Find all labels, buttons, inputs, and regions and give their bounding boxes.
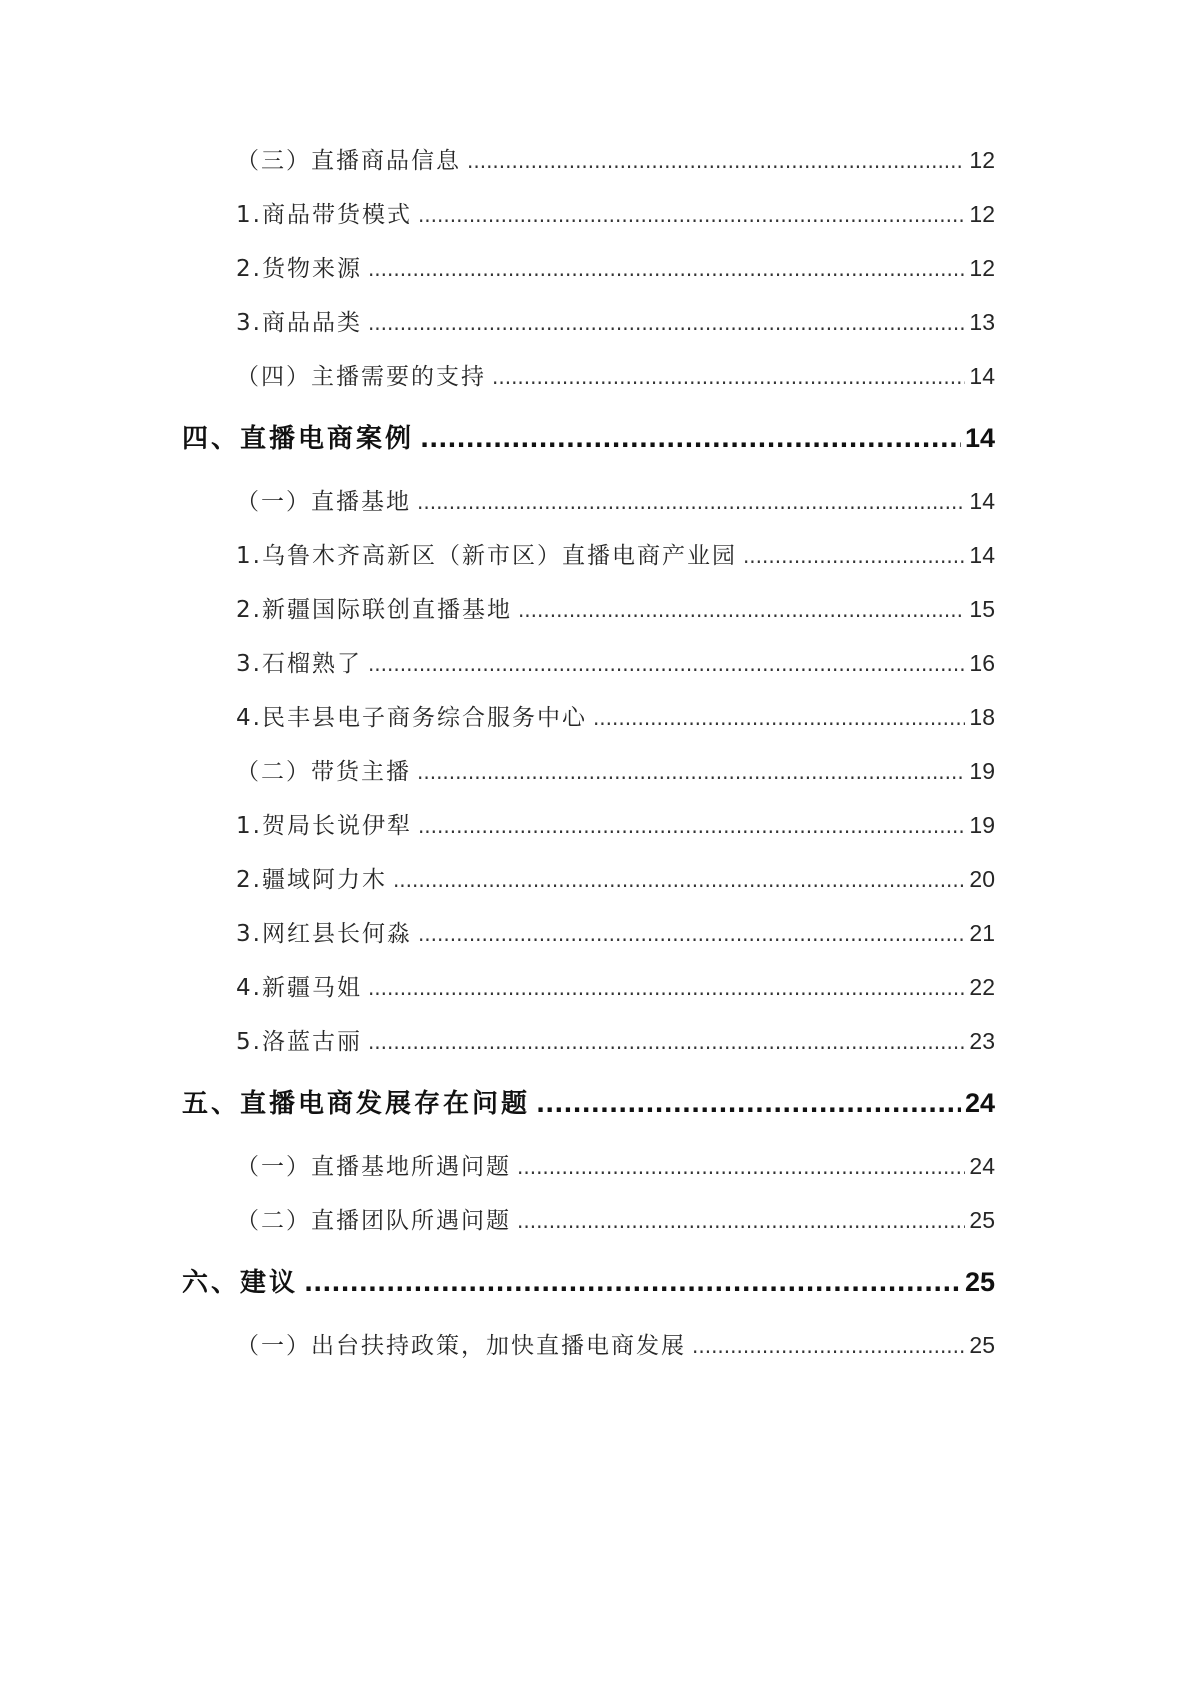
toc-chapter-label: 五、直播电商发展存在问题 <box>182 1089 531 1119</box>
toc-entry-page: 21 <box>969 920 995 946</box>
toc-chapter-label: 六、建议 <box>182 1268 299 1298</box>
dot-leader <box>393 862 965 898</box>
dot-leader <box>304 1265 961 1301</box>
toc-entry-label: （四）主播需要的支持 <box>236 364 486 390</box>
toc-entry-page: 19 <box>969 812 995 838</box>
toc-entry[interactable] <box>236 1202 995 1238</box>
toc-entry[interactable] <box>236 196 995 232</box>
toc-entry-label: （二）带货主播 <box>236 759 411 785</box>
dot-leader <box>517 1149 965 1185</box>
toc-entry[interactable] <box>236 861 995 897</box>
toc-entry-label: 3.石榴熟了 <box>236 651 362 677</box>
toc-entry[interactable] <box>236 645 995 681</box>
toc-entry[interactable] <box>236 1148 995 1184</box>
toc-entry[interactable] <box>236 699 995 735</box>
toc-entry-label: （三）直播商品信息 <box>236 148 461 174</box>
dot-leader <box>517 1203 965 1239</box>
toc-entry-page: 12 <box>969 201 995 227</box>
toc-entry-page: 12 <box>969 147 995 173</box>
dot-leader <box>368 251 965 287</box>
toc-entry-page: 13 <box>969 309 995 335</box>
toc-chapter-entry[interactable] <box>182 420 995 456</box>
dot-leader <box>418 197 965 233</box>
toc-entry[interactable] <box>236 142 995 178</box>
toc-chapter-label: 四、直播电商案例 <box>182 424 415 454</box>
toc-entry-page: 19 <box>969 758 995 784</box>
toc-entry-label: 3.网红县长何淼 <box>236 921 412 947</box>
dot-leader <box>418 808 965 844</box>
dot-leader <box>368 646 965 682</box>
toc-entry-page: 14 <box>969 363 995 389</box>
dot-leader <box>518 592 965 628</box>
dot-leader <box>418 916 965 952</box>
toc-entry-page: 16 <box>969 650 995 676</box>
dot-leader <box>420 421 961 457</box>
dot-leader <box>417 484 965 520</box>
toc-entry-label: （一）直播基地所遇问题 <box>236 1154 511 1180</box>
toc-entry-label: （一）出台扶持政策，加快直播电商发展 <box>236 1333 686 1359</box>
toc-entry[interactable] <box>236 483 995 519</box>
toc-entry-label: 4.民丰县电子商务综合服务中心 <box>236 705 587 731</box>
toc-entry[interactable] <box>236 250 995 286</box>
toc-entry-label: 2.货物来源 <box>236 256 362 282</box>
toc-entry-page: 23 <box>969 1028 995 1054</box>
toc-entry-page: 15 <box>969 596 995 622</box>
toc-entry[interactable] <box>236 358 995 394</box>
toc-entry[interactable] <box>236 807 995 843</box>
toc-entry[interactable] <box>236 537 995 573</box>
toc-entry-label: 4.新疆马姐 <box>236 975 362 1001</box>
toc-entry-page: 24 <box>969 1153 995 1179</box>
dot-leader <box>368 305 965 341</box>
toc-entry-label: （二）直播团队所遇问题 <box>236 1208 511 1234</box>
toc-entry[interactable] <box>236 1327 995 1363</box>
toc-entry[interactable] <box>236 753 995 789</box>
toc-chapter-page: 14 <box>964 423 995 453</box>
toc-chapter-page: 24 <box>964 1088 995 1118</box>
dot-leader <box>368 970 965 1006</box>
toc-entry[interactable] <box>236 591 995 627</box>
toc-entry-label: 2.新疆国际联创直播基地 <box>236 597 512 623</box>
toc-entry-label: 3.商品品类 <box>236 310 362 336</box>
dot-leader <box>492 359 965 395</box>
dot-leader <box>692 1328 965 1364</box>
toc-entry-label: 5.洛蓝古丽 <box>236 1029 362 1055</box>
toc-entry-page: 25 <box>969 1207 995 1233</box>
toc-chapter-entry[interactable] <box>182 1264 995 1300</box>
toc-entry-label: 2.疆域阿力木 <box>236 867 387 893</box>
dot-leader <box>743 538 965 574</box>
toc-entry-page: 20 <box>969 866 995 892</box>
toc-entry-label: 1.乌鲁木齐高新区（新市区）直播电商产业园 <box>236 543 737 569</box>
toc-chapter-entry[interactable] <box>182 1085 995 1121</box>
toc-chapter-page: 25 <box>964 1267 995 1297</box>
toc-entry[interactable] <box>236 304 995 340</box>
toc-entry[interactable] <box>236 969 995 1005</box>
toc-entry-label: （一）直播基地 <box>236 489 411 515</box>
toc-entry-page: 25 <box>969 1332 995 1358</box>
dot-leader <box>536 1086 961 1122</box>
toc-entry-page: 14 <box>969 542 995 568</box>
dot-leader <box>467 143 965 179</box>
dot-leader <box>368 1024 965 1060</box>
toc-entry-page: 18 <box>969 704 995 730</box>
toc-entry[interactable] <box>236 915 995 951</box>
dot-leader <box>593 700 965 736</box>
toc-entry-page: 22 <box>969 974 995 1000</box>
dot-leader <box>417 754 965 790</box>
toc-entry-page: 14 <box>969 488 995 514</box>
toc-entry-label: 1.商品带货模式 <box>236 202 412 228</box>
toc-entry-label: 1.贺局长说伊犁 <box>236 813 412 839</box>
toc-entry-page: 12 <box>969 255 995 281</box>
toc-entry[interactable] <box>236 1023 995 1059</box>
